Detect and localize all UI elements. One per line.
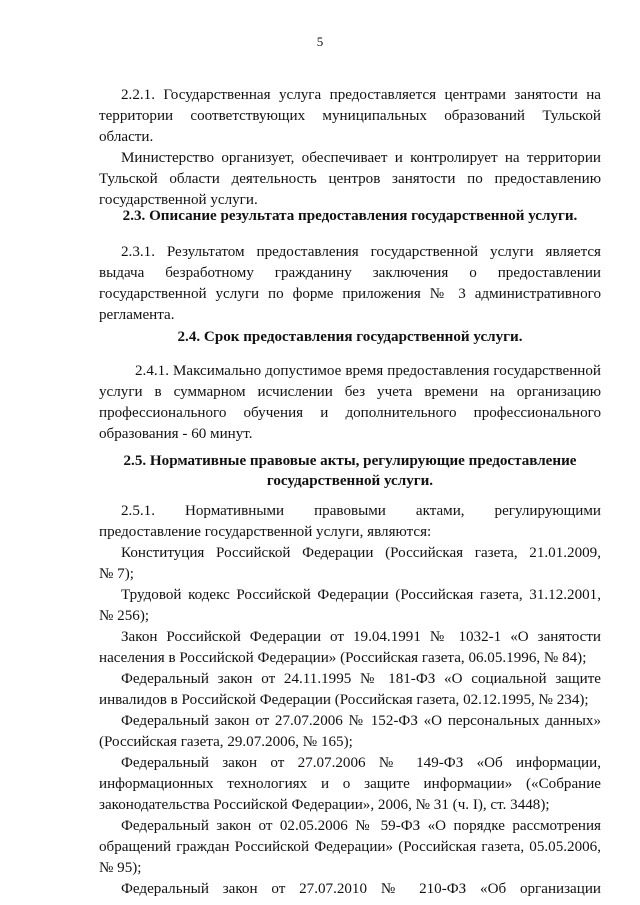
text-line: Федеральный закон от 27.07.2010 № 210-ФЗ «Об организации	[121, 881, 601, 897]
text-line: законодательства Российской Федерации», 2006, № 31 (ч. I), ст. 3448);	[99, 797, 550, 813]
paragraph-2-3-1	[99, 242, 601, 326]
text-line: Министерство организует, обеспечивает и контролирует на территории	[121, 150, 601, 166]
text-line: Закон Российской Федерации от 19.04.1991 № 1032-1 «О занятости	[121, 629, 601, 645]
act-item	[99, 669, 601, 711]
text-line: 2.4.1. Максимально допустимое время предоставления государственной	[135, 363, 601, 379]
text-line: выдача безработному гражданину заключения о предоставлении	[99, 265, 601, 281]
heading-2-4: 2.4. Срок предоставления государственной услуги.	[177, 329, 523, 345]
text-line: Федеральный закон от 24.11.1995 № 181-ФЗ «О социальной защите	[121, 671, 601, 687]
text-line: профессионального обучения и дополнительного профессионального	[99, 405, 601, 421]
text-line: территории соответствующих муниципальных образований Тульской	[99, 108, 601, 124]
text-line: Тульской области деятельность центров занятости по предоставлению	[99, 171, 601, 187]
text-line: № 256);	[99, 608, 150, 624]
text-line: № 7);	[99, 566, 134, 582]
act-item	[99, 711, 601, 753]
text-line: Конституция Российской Федерации (Российская газета, 21.01.2009,	[121, 545, 601, 561]
heading-2-3: 2.3. Описание результата предоставления государственной услуги.	[122, 208, 578, 224]
text-line: 2.3.1. Результатом предоставления государственной услуги является	[121, 244, 601, 260]
act-item	[99, 753, 601, 816]
text-line: (Российская газета, 29.07.2006, № 165);	[99, 734, 353, 750]
paragraph-2-5-1	[99, 501, 601, 543]
paragraph-2-2-1	[99, 85, 601, 148]
text-line: Федеральный закон от 27.07.2006 № 152-ФЗ «О персональных данных»	[121, 713, 601, 729]
text-line: 2.2.1. Государственная услуга предоставляется центрами занятости на	[121, 87, 601, 103]
paragraph-ministry	[99, 148, 601, 211]
text-line: Федеральный закон от 27.07.2006 № 149-ФЗ «Об информации,	[121, 755, 601, 771]
text-line: обращений граждан Российской Федерации» (Российская газета, 05.05.2006,	[99, 839, 601, 855]
text-line: регламента.	[99, 307, 175, 323]
act-item	[99, 627, 601, 669]
text-line: информационных технологиях и о защите информации» («Собрание	[99, 776, 601, 792]
text-line: предоставление государственной услуги, являются:	[99, 524, 432, 540]
text-line: 2.5.1. Нормативными правовыми актами, регулирующими	[121, 503, 601, 519]
paragraph-2-4-1	[99, 361, 601, 445]
heading-2-5	[99, 451, 601, 491]
text-line: образования - 60 минут.	[99, 426, 253, 442]
text-line: области.	[99, 129, 154, 145]
heading-line: 2.5. Нормативные правовые акты, регулирующие предоставление	[123, 453, 577, 469]
act-item	[99, 585, 601, 627]
act-item	[99, 879, 601, 900]
text-line: услуги в суммарном исчислении без учета времени на организацию	[99, 384, 601, 400]
legal-acts-list	[99, 543, 601, 900]
text-line: населения в Российской Федерации» (Российская газета, 06.05.1996, № 84);	[99, 650, 587, 666]
act-item	[99, 543, 601, 585]
text-line: государственной услуги.	[99, 192, 258, 208]
text-line: Трудовой кодекс Российской Федерации (Российская газета, 31.12.2001,	[121, 587, 601, 603]
heading-line: государственной услуги.	[266, 473, 434, 489]
text-line: государственной услуги по форме приложения № 3 административного	[99, 286, 601, 302]
text-line: Федеральный закон от 02.05.2006 № 59-ФЗ «О порядке рассмотрения	[121, 818, 601, 834]
text-line: № 95);	[99, 860, 142, 876]
act-item	[99, 816, 601, 879]
page-number: 5	[316, 34, 324, 49]
text-line: инвалидов в Российской Федерации (Российская газета, 02.12.1995, № 234);	[99, 692, 589, 708]
